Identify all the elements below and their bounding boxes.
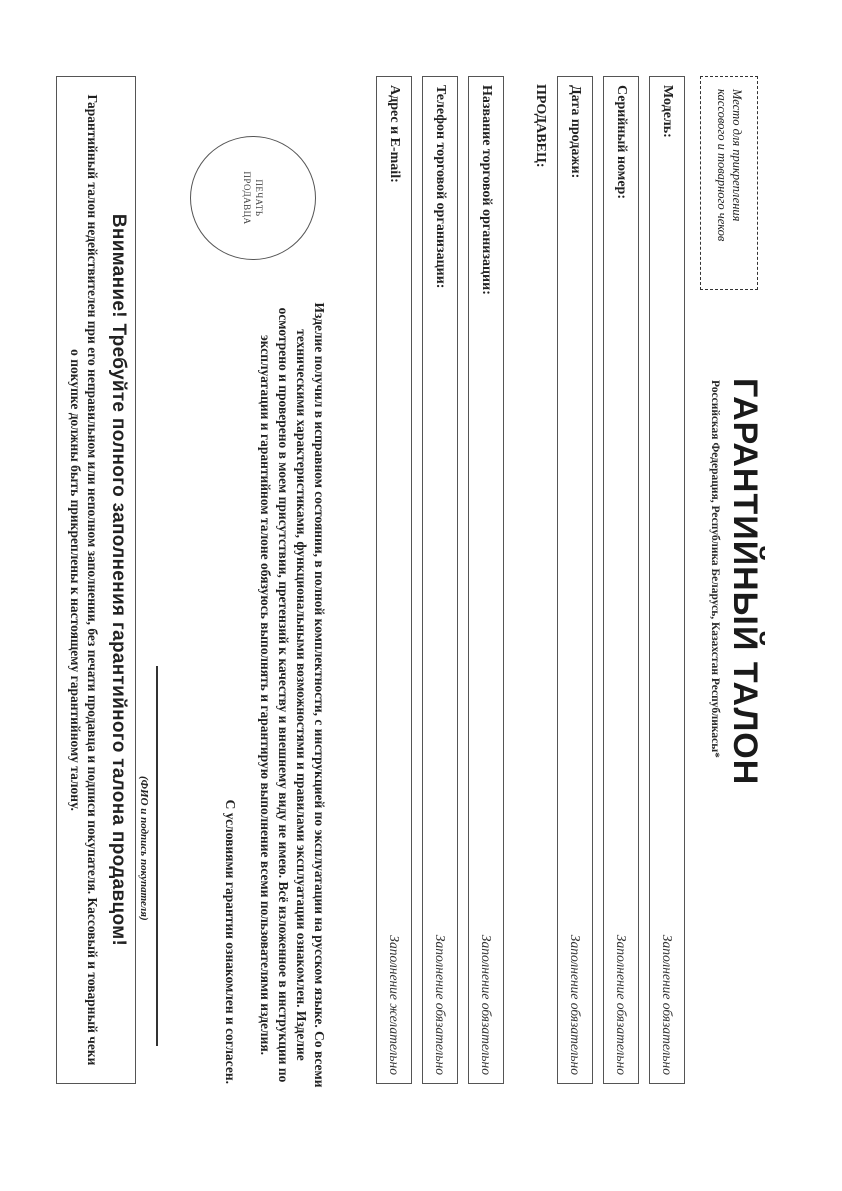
page-subtitle: Российская Федерация, Республика Беларусь, Казахстан Республикасы*: [709, 380, 721, 758]
warning-text: Гарантийный талон недействителен при его неправильном или неполном заполнении, без печати продавца и подписи покупателя. Кассовый и товарный чеки о покупке должны быть прикреплены к настоящему гарантийному талону.: [68, 94, 100, 1066]
serial-number-label: Серийный номер:: [614, 85, 629, 199]
signature-line[interactable]: [156, 666, 158, 1046]
seal-label-line-2: ПРОДАВЦА: [242, 171, 252, 225]
page-title: ГАРАНТИЙНЫЙ ТАЛОН: [726, 378, 764, 786]
model-note: Заполнение обязательно: [660, 934, 675, 1075]
store-phone-note: Заполнение обязательно: [433, 934, 448, 1075]
serial-number-note: Заполнение обязательно: [614, 934, 629, 1075]
address-email-field[interactable]: [376, 76, 412, 1084]
address-email-label: Адрес и E-mail:: [387, 85, 402, 183]
warning-box: [56, 76, 136, 1084]
store-phone-label: Телефон торговой организации:: [433, 85, 448, 289]
sale-date-label: Дата продажи:: [568, 85, 583, 179]
seller-heading: ПРОДАВЕЦ:: [533, 84, 548, 168]
address-email-note: Заполнение желательно: [387, 935, 402, 1075]
receipt-attachment-area: [700, 76, 758, 290]
store-name-note: Заполнение обязательно: [479, 934, 494, 1075]
model-field[interactable]: [649, 76, 685, 1084]
seller-seal-area: [190, 136, 316, 260]
model-label: Модель:: [660, 85, 675, 138]
buyer-statement-agreement: С условиями гарантии ознакомлен и согласен.: [223, 799, 238, 1084]
signature-caption: (ФИО и подпись покупателя): [138, 776, 150, 921]
serial-number-field[interactable]: [603, 76, 639, 1084]
buyer-statement: Изделие получил в исправном состоянии, в полной комплектности, с инструкцией по эксплуатации на русском языке. Со всеми техническими характеристиками, функциональными возможностями и правилами эксплуатации ознакомлен. Изделие осмотрено и проверено в моем присутствии, претензий к качеству и внешнему виду не имею. Всё изложенное в инструкции по эксплуатации и гарантийном талоне обязуюсь выполнять и гарантирую выполнение всеми пользователями изделия.: [258, 302, 327, 1088]
sale-date-field[interactable]: [557, 76, 593, 1084]
receipt-area-line-2: кассового и товарного чеков: [715, 89, 729, 242]
store-name-field[interactable]: [468, 76, 504, 1084]
store-phone-field[interactable]: [422, 76, 458, 1084]
store-name-label: Название торговой организации:: [479, 85, 494, 295]
warning-title: Внимание! Требуйте полного заполнения гарантийного талона продавцом!: [108, 213, 129, 947]
receipt-area-line-1: Место для прикрепления: [730, 89, 744, 222]
seal-label-line-1: ПЕЧАТЬ: [254, 179, 264, 217]
sale-date-note: Заполнение обязательно: [568, 934, 583, 1075]
